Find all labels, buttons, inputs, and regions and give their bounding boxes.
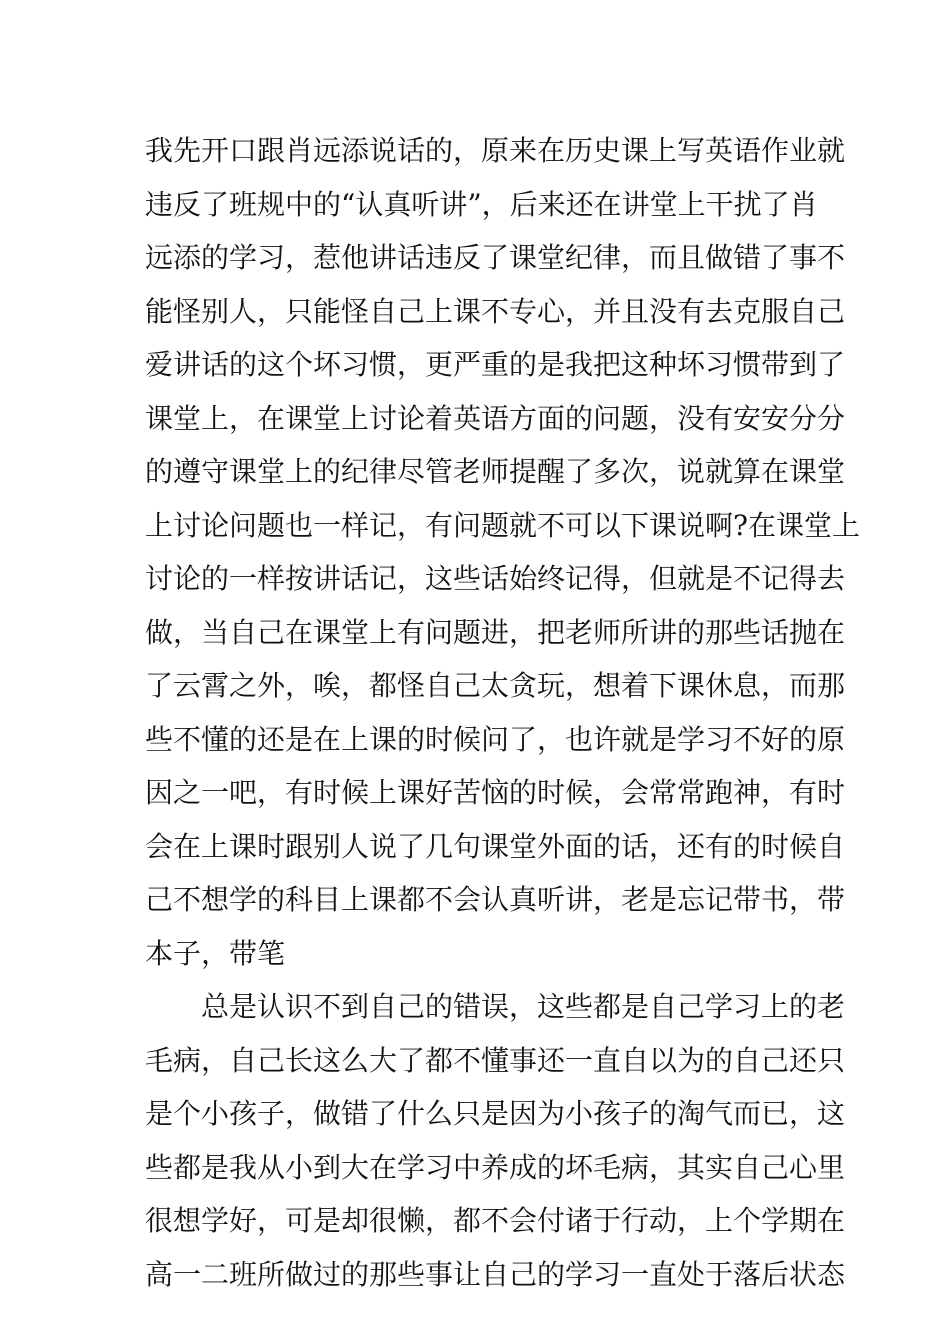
- text-line: 毛病，自己长这么大了都不懂事还一直自以为的自己还只: [145, 1043, 846, 1077]
- text-line: 本子，带笔: [145, 936, 286, 970]
- text-line: 违反了班规中的“认真听讲”，后来还在讲堂上干扰了肖: [145, 187, 818, 221]
- text-line: 些都是我从小到大在学习中养成的坏毛病，其实自己心里: [145, 1150, 846, 1184]
- paragraph-2: [145, 980, 846, 1301]
- text-line: 爱讲话的这个坏习惯，更严重的是我把这种坏习惯带到了: [145, 348, 846, 381]
- text-line: 的遵守课堂上的纪律尽管老师提醒了多次，说就算在课堂: [145, 455, 846, 488]
- text-line: 会在上课时跟别人说了几句课堂外面的话，还有的时候自: [145, 829, 846, 863]
- text-line: 了云霄之外，唉，都怪自己太贪玩，想着下课休息，而那: [145, 669, 846, 702]
- text-line: 能怪别人，只能怪自己上课不专心，并且没有去克服自己: [145, 294, 846, 328]
- text-line: 些不懂的还是在上课的时候问了，也许就是学习不好的原: [145, 722, 846, 756]
- text-line: 讨论的一样按讲话记，这些话始终记得，但就是不记得去: [145, 562, 846, 595]
- paragraph-1: [145, 124, 861, 980]
- text-line: 是个小孩子，做错了什么只是因为小孩子的淘气而已，这: [145, 1097, 846, 1130]
- text-line: 因之一吧，有时候上课好苦恼的时候，会常常跑神，有时: [145, 776, 846, 809]
- text-line: 己不想学的科目上课都不会认真听讲，老是忘记带书，带: [145, 883, 846, 916]
- document-body: [145, 124, 861, 1301]
- text-line: 做，当自己在课堂上有问题进，把老师所讲的那些话抛在: [145, 615, 846, 649]
- text-line: 我先开口跟肖远添说话的，原来在历史课上写英语作业就: [145, 134, 846, 167]
- text-line: 高一二班所做过的那些事让自己的学习一直处于落后状态: [145, 1257, 846, 1291]
- text-line: 上讨论问题也一样记，有问题就不可以下课说啊?在课堂上: [145, 508, 861, 542]
- text-line: 远添的学习，惹他讲话违反了课堂纪律，而且做错了事不: [145, 241, 846, 274]
- text-line: 总是认识不到自己的错误，这些都是自己学习上的老: [201, 990, 846, 1023]
- text-line: 课堂上，在课堂上讨论着英语方面的问题，没有安安分分: [145, 401, 846, 435]
- text-line: 很想学好，可是却很懒，都不会付诸于行动，上个学期在: [145, 1204, 846, 1237]
